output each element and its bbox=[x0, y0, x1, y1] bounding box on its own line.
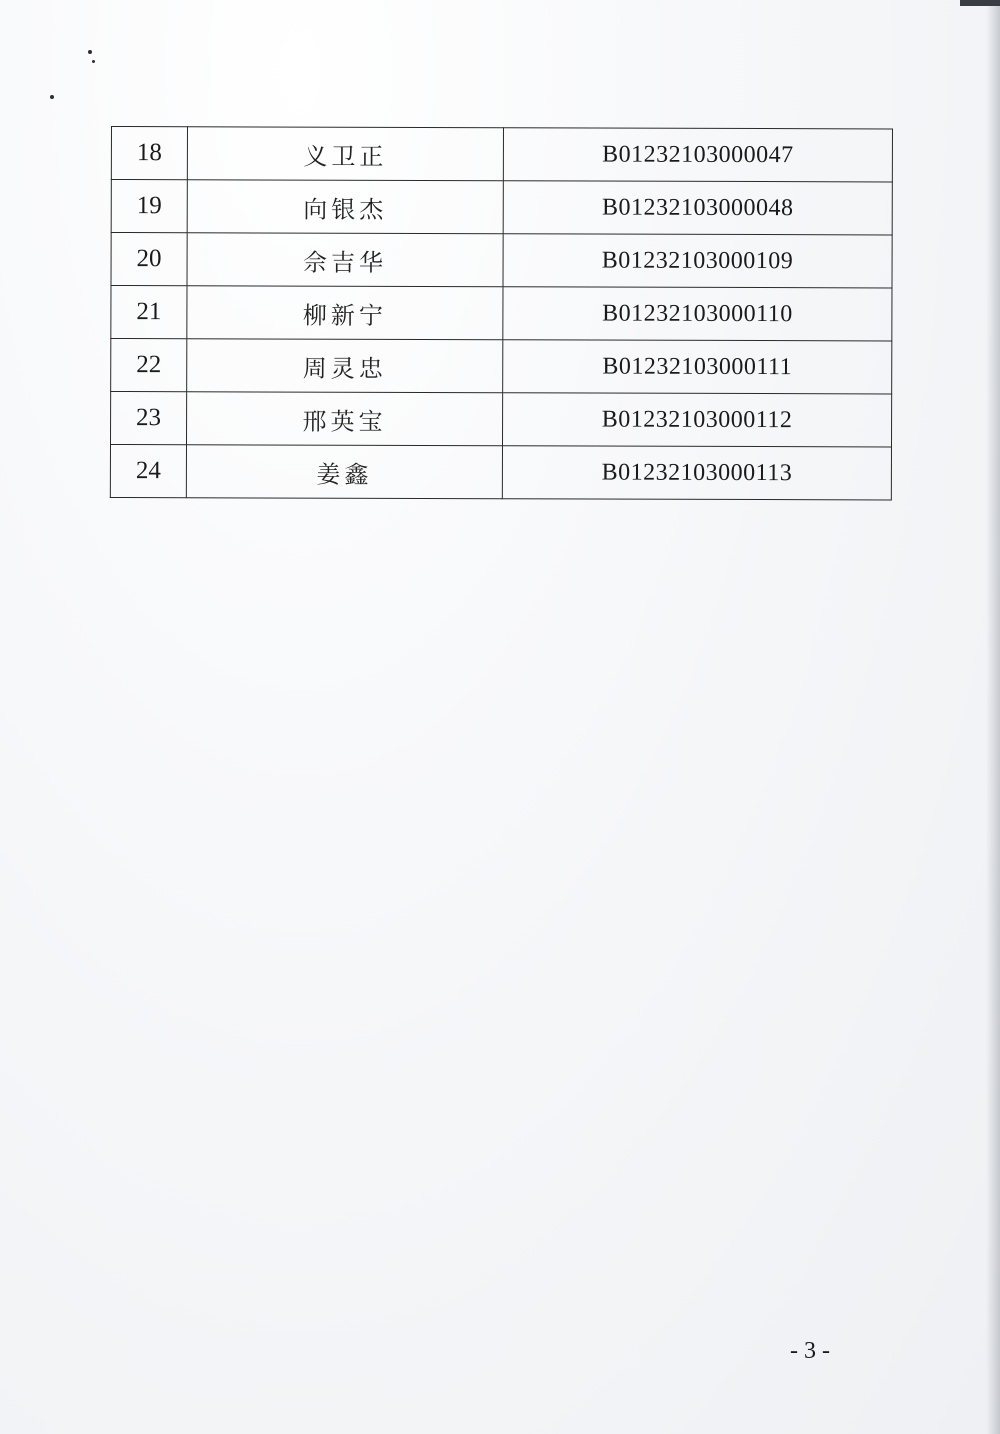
table-row bbox=[111, 339, 892, 394]
certificate-code: B01232103000113 bbox=[502, 446, 891, 500]
staple-mark bbox=[92, 60, 95, 63]
page-number: - 3 - bbox=[790, 1338, 830, 1364]
row-number: 18 bbox=[111, 127, 187, 180]
table-row bbox=[110, 392, 891, 447]
person-name: 邢英宝 bbox=[186, 392, 502, 446]
row-number: 23 bbox=[110, 392, 186, 445]
certificate-code: B01232103000111 bbox=[503, 340, 892, 394]
table-row bbox=[110, 445, 891, 500]
row-number: 22 bbox=[111, 339, 187, 392]
table-row bbox=[111, 233, 892, 288]
person-name: 姜鑫 bbox=[186, 445, 502, 499]
certificate-code: B01232103000112 bbox=[502, 393, 891, 447]
row-number: 20 bbox=[111, 233, 187, 286]
person-name: 义卫正 bbox=[187, 127, 503, 181]
certificate-code: B01232103000048 bbox=[503, 181, 892, 235]
scanner-edge bbox=[960, 0, 1000, 6]
person-name: 柳新宁 bbox=[187, 286, 503, 340]
certificate-code: B01232103000109 bbox=[503, 234, 892, 288]
person-name: 周灵忠 bbox=[187, 339, 503, 393]
row-number: 21 bbox=[111, 286, 187, 339]
row-number: 24 bbox=[110, 445, 186, 498]
certificate-code: B01232103000047 bbox=[503, 128, 892, 182]
roster-table bbox=[110, 126, 893, 500]
staple-mark bbox=[50, 95, 54, 99]
table-row bbox=[111, 127, 892, 182]
person-name: 佘吉华 bbox=[187, 233, 503, 287]
table-row bbox=[111, 286, 892, 341]
staple-mark bbox=[88, 50, 92, 54]
page-edge-shadow bbox=[986, 0, 1000, 1434]
certificate-code: B01232103000110 bbox=[503, 287, 892, 341]
table-row bbox=[111, 180, 892, 235]
row-number: 19 bbox=[111, 180, 187, 233]
person-name: 向银杰 bbox=[187, 180, 503, 234]
